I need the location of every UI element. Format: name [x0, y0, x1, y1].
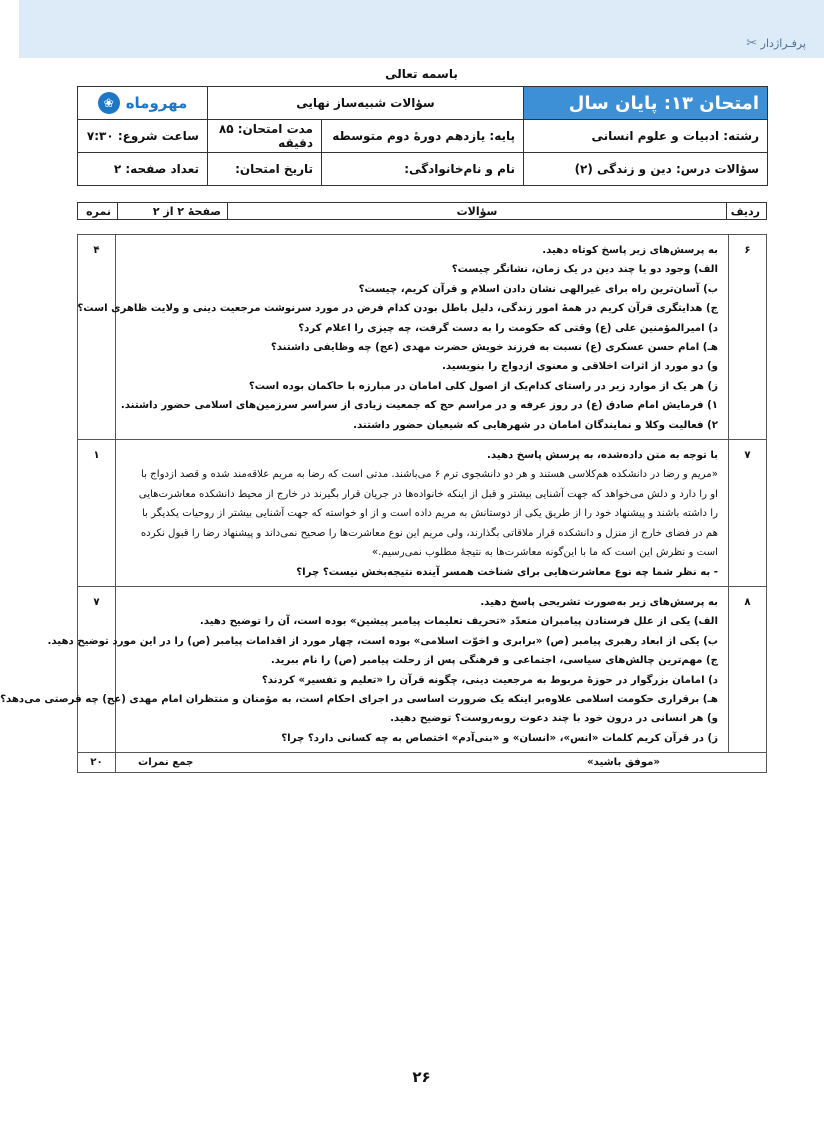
total-score: ۲۰ [78, 753, 116, 773]
question-number: ۷ [729, 440, 767, 587]
question-number: ۸ [729, 586, 767, 752]
question-line: ۱) فرمایش امام صادق (ع) در روز عرفه و در مراسم حج که جمعیت زیادی از سراسر سرزمین‌های اسلامی حضور داشتند. [120, 400, 718, 412]
question-line: د) امیرالمؤمنین علی (ع) وقتی که حکومت را به دست گرفت، چه چیزی را اعلام کرد؟ [298, 322, 718, 334]
questions-table [0, 234, 767, 773]
question-score: ۴ [78, 235, 116, 440]
pages-label: تعداد صفحه: ۲ [78, 153, 208, 186]
exam-subtitle: سؤالات شبیه‌ساز نهایی [208, 87, 524, 120]
question-line: - به نظر شما چه نوع معاشرت‌هایی برای شناخت همسر آینده نتیجه‌بخش نیست؟ چرا؟ [296, 566, 718, 578]
question-line: ز) هر یک از موارد زیر در راستای کدام‌یک از اصول کلی امامان در مبارزه با حاکمان بوده است؟ [248, 380, 718, 392]
question-score: ۷ [78, 586, 116, 752]
question-line: و) هر انسانی در درون خود با چند دعوت روبه‌روست؟ توضیح دهید. [390, 713, 718, 725]
question-number: ۶ [729, 235, 767, 440]
date-field: تاریخ امتحان: [208, 153, 322, 186]
question-body [116, 440, 729, 587]
question-row [78, 235, 767, 440]
total-row [78, 753, 767, 773]
good-luck: «موفق باشید» [587, 757, 660, 769]
question-score: ۱ [78, 440, 116, 587]
page-indicator: صفحهٔ ۲ از ۲ [118, 203, 228, 220]
exam-title: امتحان ۱۳: پایان سال [524, 87, 768, 120]
total-label: جمع نمرات [138, 757, 194, 769]
row-header: ردیف [727, 203, 767, 220]
page-number: ۲۶ [412, 1068, 431, 1086]
question-line: د) امامان بزرگوار در حوزهٔ مربوط به مرجعیت دینی، چگونه قرآن را «تعلیم و تفسیر» کردند؟ [261, 674, 718, 686]
top-band [19, 0, 824, 58]
butterfly-icon: ❀ [98, 92, 120, 114]
question-body [0, 586, 729, 752]
question-line: ج) مهم‌ترین چالش‌های سیاسی، اجتماعی و فرهنگی پس از رحلت پیامبر (ص) را نام ببرید. [270, 655, 718, 667]
logo [78, 87, 208, 120]
name-field: نام و نام‌خانوادگی: [322, 153, 524, 186]
grade-label: پایه: یازدهم دورهٔ دوم متوسطه [322, 120, 524, 153]
duration-label: مدت امتحان: ۸۵ دقیقه [208, 120, 322, 153]
question-line: الف) وجود دو یا چند دین در یک زمان، نشانگر چیست؟ [451, 264, 718, 276]
basmala: باسمه تعالی [385, 67, 458, 81]
question-line: به پرسش‌های زیر به‌صورت تشریحی پاسخ دهید. [480, 596, 718, 608]
course-label: سؤالات درس: دین و زندگی (۲) [524, 153, 768, 186]
brand-text: پرفـراژدار [760, 37, 806, 50]
question-line: او را دارد و دلش می‌خواهد که جهت آشنایی بیشتر و قبل از اینکه خانواده‌ها در جریان قرار بگیرند در خارج از محیط دانشکده معاشرت‌هایی [138, 488, 718, 500]
question-line: هـ) برقراری حکومت اسلامی علاوه‌بر اینکه یک ضرورت اساسی در اجرای احکام است، به مؤمنان و منتظران امام مهدی (عج) چه فرصتی می‌دهد؟ [0, 693, 718, 705]
question-line: هـ) امام حسن عسکری (ع) نسبت به فرزند خویش حضرت مهدی (عج) چه وظایفی داشتند؟ [270, 342, 718, 354]
question-line: «مریم و رضا در دانشکده هم‌کلاسی هستند و هر دو دانشجوی ترم ۶ می‌باشند. مدتی است که رضا به مریم علاقه‌مند شده و قصد ازدواج با [140, 469, 718, 481]
question-row [78, 586, 767, 752]
start-time-label: ساعت شروع: ۷:۳۰ [78, 120, 208, 153]
question-line: با توجه به متن داده‌شده، به پرسش پاسخ دهید. [487, 450, 718, 462]
column-header-strip [77, 202, 767, 220]
exam-header [77, 86, 768, 186]
field-label: رشته: ادبیات و علوم انسانی [524, 120, 768, 153]
question-line: را داشته باشند و پیشنهاد خود را از طریق یکی از دوستانش به مریم داده است و از او خواسته که جهت آشنایی بیشتر از روحیات یکدیگر با [141, 508, 718, 520]
question-row [78, 440, 767, 587]
question-line: ب) یکی از ابعاد رهبری پیامبر (ص) «برابری و اخوّت اسلامی» بوده است، چهار مورد از اقدامات پیامبر (ص) را در این مورد توضیح دهید. [47, 635, 718, 647]
question-body [77, 235, 729, 440]
score-header: نمره [78, 203, 118, 220]
question-line: ج) هدایتگری قرآن کریم در همهٔ امور زندگی، دلیل باطل بودن کدام فرض در مورد سرنوشت مرجعیت دینی و ولایت ظاهری است؟ [77, 303, 718, 315]
question-line: ز) در قرآن کریم کلمات «انس»، «انسان» و «بنی‌آدم» اختصاص به چه کسانی دارد؟ چرا؟ [281, 732, 718, 744]
logo-text: مهروماه [125, 94, 188, 112]
question-line: ۲) فعالیت وکلا و نمایندگان امامان در شهرهایی که شیعیان حضور داشتند. [353, 419, 718, 431]
questions-header: سؤالات [228, 203, 727, 220]
question-line: هم در فضای خارج از منزل و دانشکده قرار ملاقاتی بگذارند، ولی مریم این نوع معاشرت‌ها را صحیح نمی‌داند و پیشنهاد رضا را قبول نکرده [140, 527, 718, 539]
question-line: الف) یکی از علل فرستادن پیامبران متعدّد «تحریف تعلیمات پیامبر پیشین» بوده است، آن را توضیح دهید. [199, 616, 718, 628]
question-line: است و نظرش این است که ما با این‌گونه معاشرت‌ها به نتیجهٔ مطلوب نمی‌رسیم.» [371, 547, 718, 559]
brand-label [740, 36, 806, 51]
question-line: به پرسش‌های زیر پاسخ کوتاه دهید. [542, 245, 718, 256]
scissors-icon: ✂ [746, 36, 758, 51]
question-line: و) دو مورد از اثرات اخلاقی و معنوی ازدواج را بنویسید. [442, 361, 718, 373]
question-line: ب) آسان‌ترین راه برای غیرالهی نشان دادن اسلام و قرآن کریم، چیست؟ [358, 283, 718, 295]
